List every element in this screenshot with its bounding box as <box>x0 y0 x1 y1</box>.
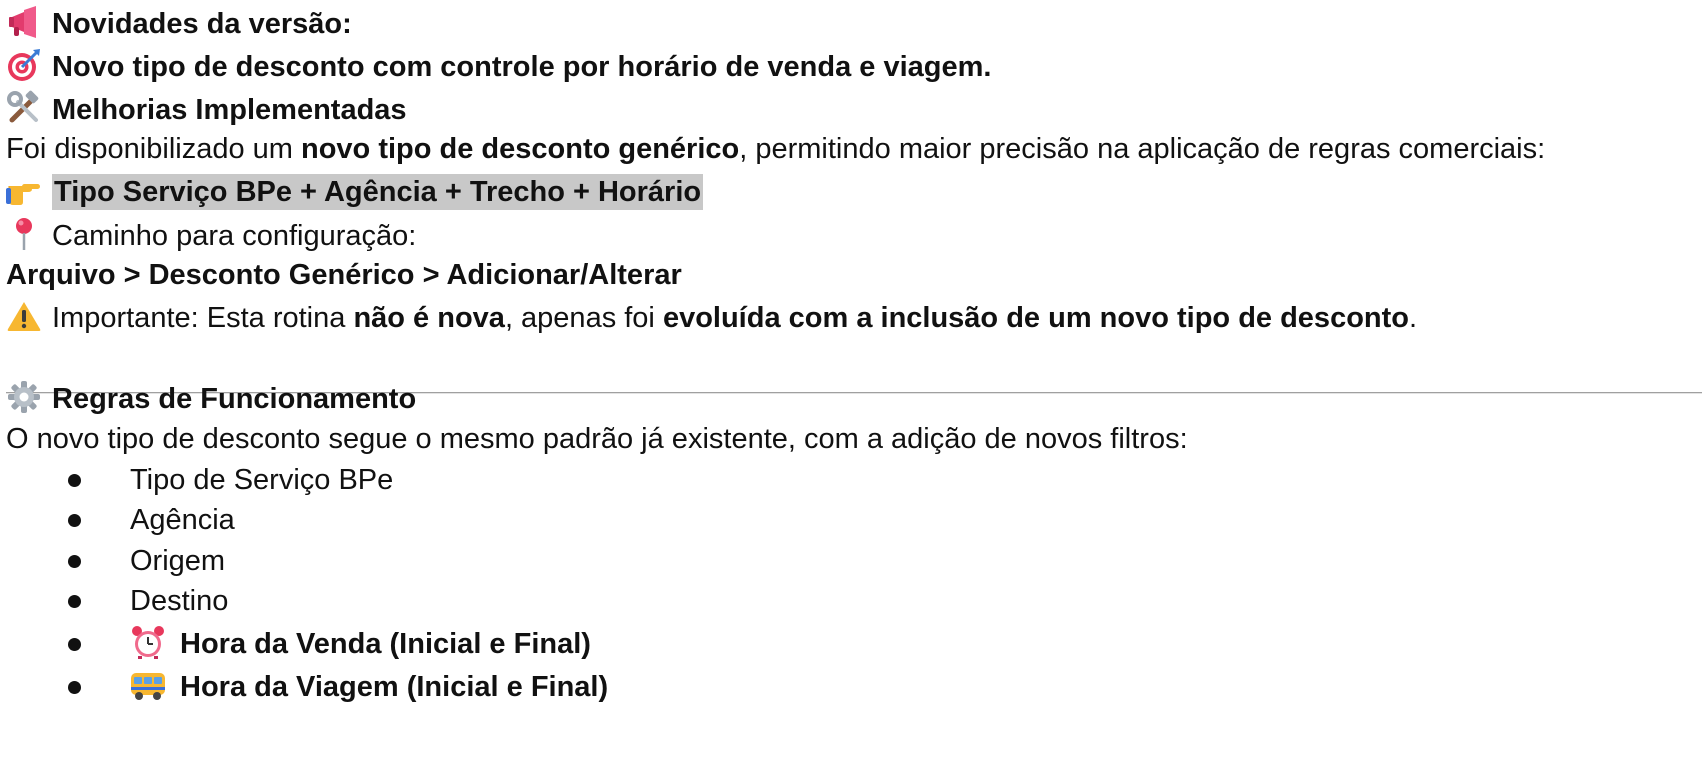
intro-text-after: , permitindo maior precisão na aplicação de regras comerciais: <box>739 133 1546 165</box>
intro-paragraph <box>6 131 1545 167</box>
subtitle-text: Novo tipo de desconto com controle por horário de venda e viagem. <box>52 51 992 83</box>
note-prefix: Importante: Esta rotina <box>52 302 354 334</box>
alarm-clock-icon <box>130 624 166 660</box>
config-path-value: Arquivo > Desconto Genérico > Adicionar/Alterar <box>6 259 682 291</box>
trip-time-label: Hora da Viagem (Inicial e Final) <box>180 671 609 703</box>
bus-icon <box>130 667 166 703</box>
list-item: Agência <box>130 504 235 536</box>
sale-time-label: Hora da Venda (Inicial e Final) <box>180 628 591 660</box>
release-subtitle <box>6 49 991 86</box>
discount-type-text: Tipo Serviço BPe + Agência + Trecho + Horário <box>54 176 702 208</box>
bullet-dot <box>68 514 81 527</box>
intro-text-before: Foi disponibilizado um <box>6 133 301 165</box>
target-icon <box>6 47 42 83</box>
title-text: Novidades da versão: <box>52 8 352 40</box>
section-heading-text: Melhorias Implementadas <box>52 94 407 126</box>
list-item-trip-time <box>130 669 608 706</box>
section-heading-improvements <box>6 92 407 129</box>
warning-icon <box>6 298 42 334</box>
release-notes-title <box>6 6 352 43</box>
discount-type-highlight <box>6 174 703 211</box>
bullet-dot <box>68 638 81 651</box>
bullet-dot <box>68 555 81 568</box>
gear-icon <box>6 379 42 415</box>
note-suffix: . <box>1409 302 1418 334</box>
section-heading-rules <box>6 381 416 418</box>
list-item-sale-time <box>130 626 591 663</box>
bullet-dot <box>68 595 81 608</box>
note-bold-1: não é nova <box>353 302 505 334</box>
important-note <box>6 300 1417 337</box>
intro-bold: novo tipo de desconto genérico <box>300 133 740 165</box>
bullet-dot <box>68 681 81 694</box>
list-item: Destino <box>130 585 229 617</box>
rules-heading-text: Regras de Funcionamento <box>52 383 417 415</box>
config-path-label <box>6 218 416 255</box>
bullet-dot <box>68 474 81 487</box>
megaphone-icon <box>6 4 42 40</box>
list-item: Origem <box>130 545 226 577</box>
config-path-label-text: Caminho para configuração: <box>52 220 417 252</box>
list-item: Tipo de Serviço BPe <box>130 464 394 496</box>
rules-intro: O novo tipo de desconto segue o mesmo padrão já existente, com a adição de novos filtros: <box>6 423 1188 455</box>
note-middle: , apenas foi <box>504 302 663 334</box>
note-bold-2: evoluída com a inclusão de um novo tipo de desconto <box>662 302 1409 334</box>
pin-icon <box>6 216 42 252</box>
tools-icon <box>6 90 42 126</box>
pointing-hand-icon <box>6 172 42 208</box>
